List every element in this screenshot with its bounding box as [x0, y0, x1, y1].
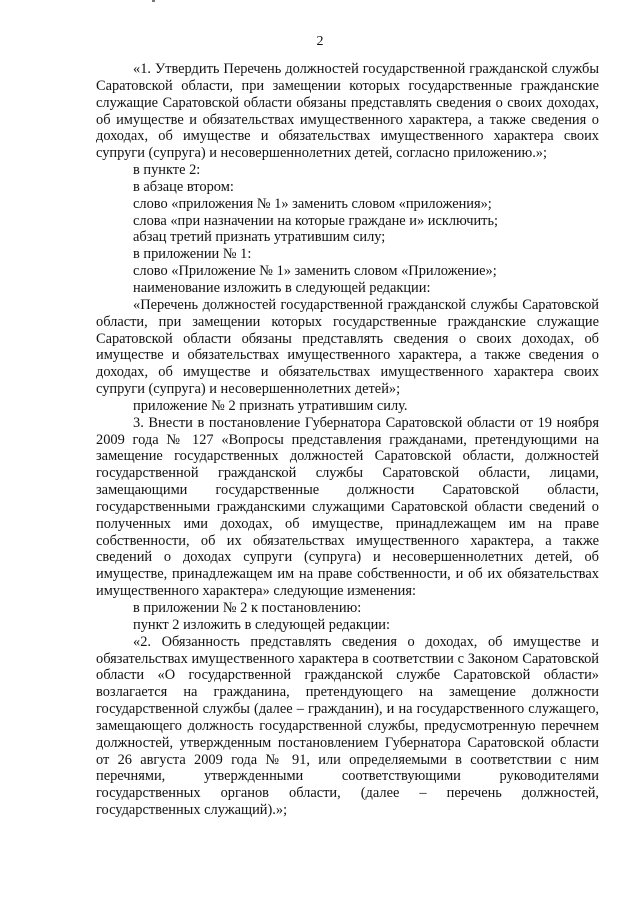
- paragraph: «Перечень должностей государственной гражданской службы Саратовской области, при замещении которых государственные гражданские служащие Саратовской области обязаны представлять сведения о своих доходах, об имуществе и обязательствах имущественного характера, а также сведения о доходах, об имуществе и обязательствах имущественного характера своих супруги (супруга) и несовершеннолетних детей»;: [96, 296, 599, 398]
- paragraph: слово «приложения № 1» заменить словом «приложения»;: [133, 195, 492, 212]
- paragraph: «1. Утвердить Перечень должностей государственной гражданской службы Саратовской области, при замещении которых государственные гражданские служащие Саратовской области обязаны представлять сведения о своих доходах, об имуществе и обязательствах имущественного характера, а также сведения о доходах, об имуществе и обязательствах имущественного характера своих супруги (супруга) и несовершеннолетних детей, согласно приложению.»;: [96, 61, 599, 162]
- scan-speck: [152, 0, 155, 2]
- paragraph: 3. Внести в постановление Губернатора Саратовской области от 19 ноября 2009 года № 127 «Вопросы представления гражданами, претендующими на замещение государственных должностей Саратовской области, должностей государственной гражданской службы Саратовской области, лицами, замещающими государственные должности Саратовской области, государственными гражданскими служащими Саратовской области сведений о полученных ими доходах, об имуществе, принадлежащем им на праве собственности, об их обязательствах имущественного характера, а также сведений о доходах супруги (супруга) и несовершеннолетних детей, об имуществе, принадлежащем им на праве собственности, и об их обязательствах имущественного характера» следующие изменения:: [96, 414, 599, 600]
- paragraph: в приложении № 2 к постановлению:: [133, 600, 362, 616]
- paragraph: слова «при назначении на которые граждане и» исключить;: [133, 212, 499, 229]
- paragraph: приложение № 2 признать утратившим силу.: [133, 397, 408, 414]
- paragraph: слово «Приложение № 1» заменить словом «Приложение»;: [133, 263, 497, 280]
- paragraph: наименование изложить в следующей редакции:: [133, 279, 431, 296]
- paragraph: пункт 2 изложить в следующей редакции:: [133, 616, 390, 633]
- document-body: [96, 61, 599, 819]
- page-number: 2: [316, 34, 324, 49]
- paragraph: абзац третий признать утратившим силу;: [133, 229, 386, 246]
- paragraph: в пункте 2:: [133, 162, 201, 179]
- paragraph: в абзаце втором:: [133, 178, 234, 195]
- paragraph: «2. Обязанность представлять сведения о доходах, об имуществе и обязательствах имущественного характера в соответствии с Законом Саратовской области «О государственной гражданской службе Саратовской области» возлагается на гражданина, претендующего на замещение должности государственной службы (далее – гражданин), и на государственного служащего, замещающего должность государственной службы, предусмотренную перечнем должностей, утвержденным постановлением Губернатора Саратовской области от 26 августа 2009 года № 91, или определяемыми в соответствии с ним перечнями, утвержденными соответствующими руководителями государственных органов области, (далее – перечень должностей, государственных служащий).»;: [96, 633, 599, 819]
- paragraph: в приложении № 1:: [133, 246, 252, 263]
